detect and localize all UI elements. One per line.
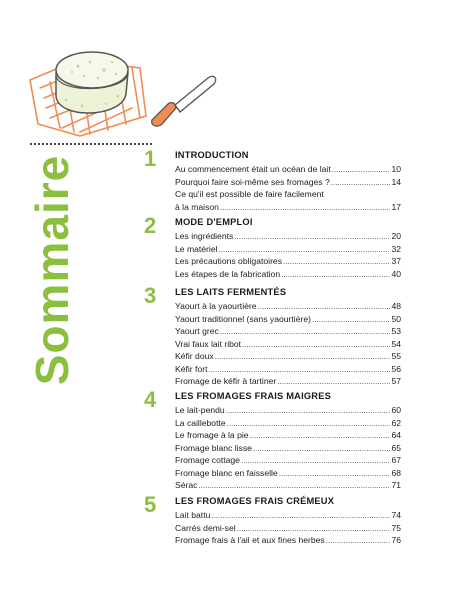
entry-page: 60 — [391, 405, 401, 415]
entry-label: Fromage blanc lisse — [175, 442, 252, 453]
section-title: MODE D'EMPLOI — [175, 217, 253, 227]
entry-page: 50 — [391, 313, 401, 324]
toc-entry[interactable] — [175, 325, 401, 338]
toc-entry[interactable] — [175, 442, 401, 455]
entry-label: Sérac — [175, 480, 198, 490]
entry-label: Ce qu'il est possible de faire facilement — [175, 189, 324, 199]
entry-label: Le lait-pendu — [175, 405, 225, 415]
section-number: 5 — [144, 492, 157, 517]
dot-leader — [332, 164, 391, 177]
dot-leader — [250, 430, 391, 443]
page-title-text: Sommaire — [26, 154, 78, 386]
toc-entry[interactable] — [175, 467, 401, 480]
entry-page: 67 — [391, 455, 401, 465]
entry-page: 68 — [391, 467, 401, 478]
section-title: INTRODUCTION — [175, 150, 249, 160]
toc-entry[interactable] — [175, 509, 401, 522]
entry-label: Le fromage à la pie — [175, 430, 249, 440]
dot-leader — [220, 326, 391, 339]
toc-entry[interactable] — [175, 350, 401, 363]
toc-entry[interactable] — [175, 201, 401, 214]
entry-page: 32 — [391, 243, 401, 254]
entry-label: Kéfir doux — [175, 351, 214, 361]
entry-label: Au commencement était un océan de lait — [175, 164, 331, 174]
entry-page: 55 — [391, 351, 401, 361]
dot-leader — [198, 480, 390, 493]
entry-label: Le matériel — [175, 243, 218, 254]
entry-page: 14 — [391, 176, 401, 187]
entry-label: Fromage cottage — [175, 455, 240, 465]
toc-entry[interactable] — [175, 313, 401, 326]
entry-label: Fromage blanc en faisselle — [175, 467, 278, 478]
entry-label: Fromage de kéfir à tartiner — [175, 376, 277, 386]
toc-entry[interactable] — [175, 429, 401, 442]
dot-leader — [226, 405, 391, 418]
dot-leader — [220, 202, 390, 215]
dot-leader — [215, 351, 391, 364]
entry-page: 40 — [391, 268, 401, 279]
dot-leader — [234, 231, 390, 244]
entry-label: Kéfir fort — [175, 363, 208, 374]
dot-leader — [326, 535, 391, 548]
entry-page: 57 — [391, 376, 401, 386]
entry-page: 74 — [391, 510, 401, 520]
entry-page: 54 — [391, 338, 401, 349]
section-title: LES FROMAGES FRAIS CRÉMEUX — [175, 496, 335, 506]
knife-icon — [152, 76, 216, 126]
entry-page: 37 — [391, 256, 401, 266]
section-number: 1 — [144, 146, 157, 171]
section-number: 2 — [144, 213, 157, 238]
dot-leader — [279, 468, 391, 481]
entry-label: Yaourt à la yaourtière — [175, 301, 257, 311]
entry-label: Lait battu — [175, 510, 211, 520]
entry-label: Les ingrédients — [175, 231, 234, 241]
dot-leader — [211, 510, 390, 523]
entry-page: 48 — [391, 301, 401, 311]
entry-label: Carrés demi-sel — [175, 522, 236, 533]
toc-entry[interactable] — [175, 188, 401, 201]
toc-entry[interactable] — [175, 454, 401, 467]
entry-page: 71 — [391, 480, 401, 490]
page-title — [22, 150, 82, 390]
toc-entry[interactable] — [175, 255, 401, 268]
entry-label: Les précautions obligatoires — [175, 256, 283, 266]
dot-leader — [277, 376, 390, 389]
entry-label: Fromage frais à l'ail et aux fines herbes — [175, 535, 325, 545]
section-number: 3 — [144, 283, 157, 308]
toc-entry[interactable] — [175, 363, 401, 376]
entry-label: Vrai faux lait ribot — [175, 338, 242, 349]
entry-label: Pourquoi faire soi-même ses fromages ? — [175, 176, 330, 187]
toc-entry[interactable] — [175, 417, 401, 430]
dot-leader — [331, 177, 391, 190]
toc-entry[interactable] — [175, 522, 401, 535]
dot-leader — [253, 443, 391, 456]
toc-entry[interactable] — [175, 243, 401, 256]
dot-leader — [227, 418, 391, 431]
toc-entry[interactable] — [175, 534, 401, 547]
entry-page: 20 — [391, 231, 401, 241]
toc-entry[interactable] — [175, 230, 401, 243]
section-title: LES LAITS FERMENTÉS — [175, 287, 287, 297]
cheese-icon — [56, 52, 128, 113]
entry-page: 64 — [391, 430, 401, 440]
entry-page: 62 — [391, 417, 401, 428]
toc-entry[interactable] — [175, 479, 401, 492]
toc-entry[interactable] — [175, 163, 401, 176]
entry-label: La caillebotte — [175, 417, 226, 428]
toc-entry[interactable] — [175, 176, 401, 189]
entry-label: Yaourt grec — [175, 326, 219, 336]
dotted-separator — [30, 143, 152, 145]
cheese-knife-illustration — [20, 32, 220, 142]
section-number: 4 — [144, 387, 157, 412]
toc-entry[interactable] — [175, 404, 401, 417]
entry-page: 17 — [391, 201, 401, 212]
dot-leader — [242, 339, 390, 352]
entry-label: Yaourt traditionnel (sans yaourtière) — [175, 313, 311, 324]
entry-label: à la maison — [175, 201, 219, 212]
entry-page: 65 — [391, 442, 401, 453]
toc-entry[interactable] — [175, 375, 401, 388]
entry-page: 10 — [391, 164, 401, 174]
entry-page: 76 — [391, 535, 401, 545]
toc-entry[interactable] — [175, 300, 401, 313]
entry-label: Les étapes de la fabrication — [175, 268, 281, 279]
toc-entry[interactable] — [175, 268, 401, 281]
toc-entry[interactable] — [175, 338, 401, 351]
dot-leader — [312, 314, 390, 327]
entry-page: 75 — [391, 522, 401, 533]
entry-page: 56 — [391, 363, 401, 374]
entry-page: 53 — [391, 326, 401, 336]
section-title: LES FROMAGES FRAIS MAIGRES — [175, 391, 332, 401]
dot-leader — [283, 256, 390, 269]
dot-leader — [281, 269, 390, 282]
